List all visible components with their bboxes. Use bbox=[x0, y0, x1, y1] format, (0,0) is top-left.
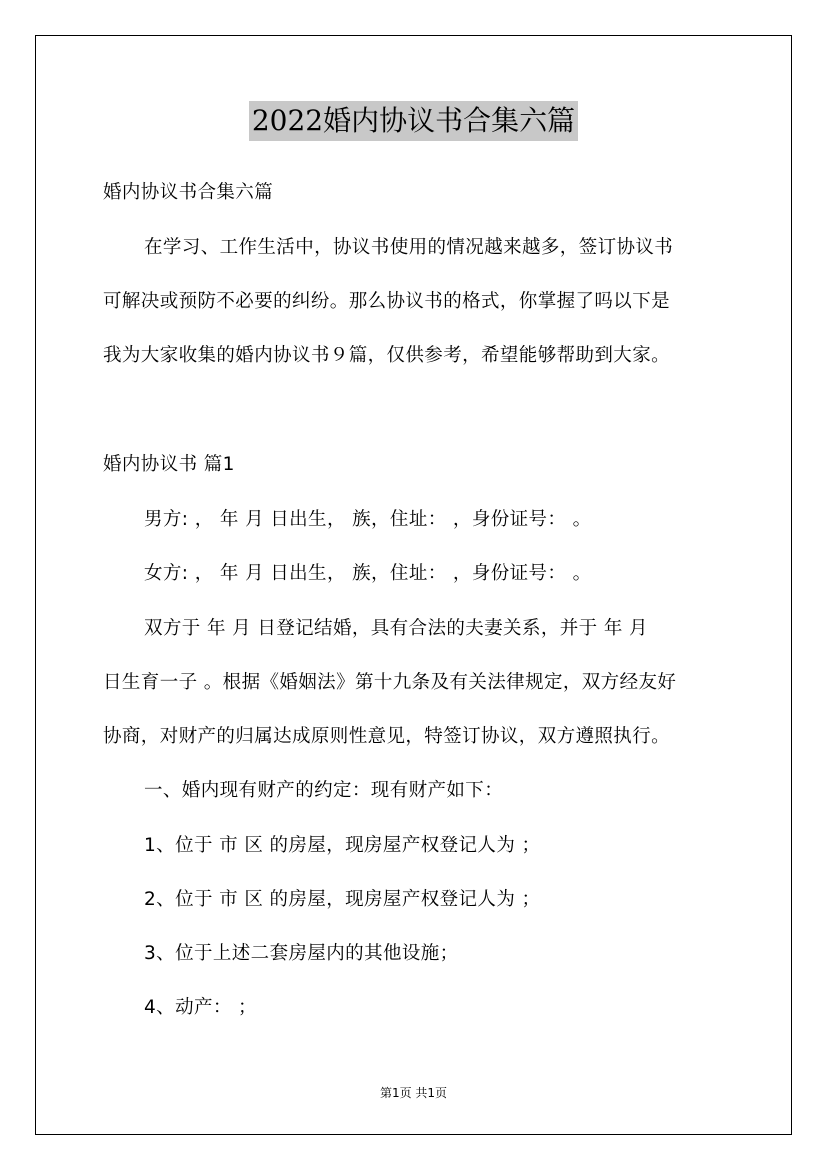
property-item-1: 1、位于 市 区 的房屋，现房屋产权登记人为 ； bbox=[144, 835, 541, 856]
intro-line-3: 我为大家收集的婚内协议书９篇，仅供参考，希望能够帮助到大家。 bbox=[103, 345, 671, 366]
intro-line-2: 可解决或预防不必要的纠纷。那么协议书的格式，你掌握了吗以下是 bbox=[103, 291, 671, 312]
page-footer: 第1页 共1页 bbox=[379, 1086, 448, 1100]
property-item-3: 3、位于上述二套房屋内的其他设施； bbox=[144, 943, 459, 964]
intro-line-1: 在学习、工作生活中，协议书使用的情况越来越多，签订协议书 bbox=[144, 237, 674, 258]
marriage-line-1: 双方于 年 月 日登记结婚，具有合法的夫妻关系，并于 年 月 bbox=[144, 618, 648, 639]
title-container bbox=[0, 101, 827, 141]
marriage-line-2: 日生育一子 。根据《婚姻法》第十九条及有关法律规定，双方经友好 bbox=[103, 672, 677, 693]
document-subtitle: 婚内协议书合集六篇 bbox=[103, 182, 274, 203]
property-item-4: 4、动产： ； bbox=[144, 997, 257, 1018]
female-party-line: 女方: ， 年 月 日出生， 族，住址： ，身份证号： 。 bbox=[144, 563, 592, 584]
document-title: 2022婚内协议书合集六篇 bbox=[249, 101, 578, 141]
property-item-2: 2、位于 市 区 的房屋，现房屋产权登记人为 ； bbox=[144, 889, 541, 910]
property-heading: 一、婚内现有财产的约定：现有财产如下： bbox=[144, 780, 504, 801]
section-heading: 婚内协议书 篇1 bbox=[103, 454, 235, 475]
marriage-line-3: 协商，对财产的归属达成原则性意见，特签订协议，双方遵照执行。 bbox=[103, 726, 671, 747]
male-party-line: 男方: ， 年 月 日出生， 族，住址： ，身份证号： 。 bbox=[144, 509, 592, 530]
